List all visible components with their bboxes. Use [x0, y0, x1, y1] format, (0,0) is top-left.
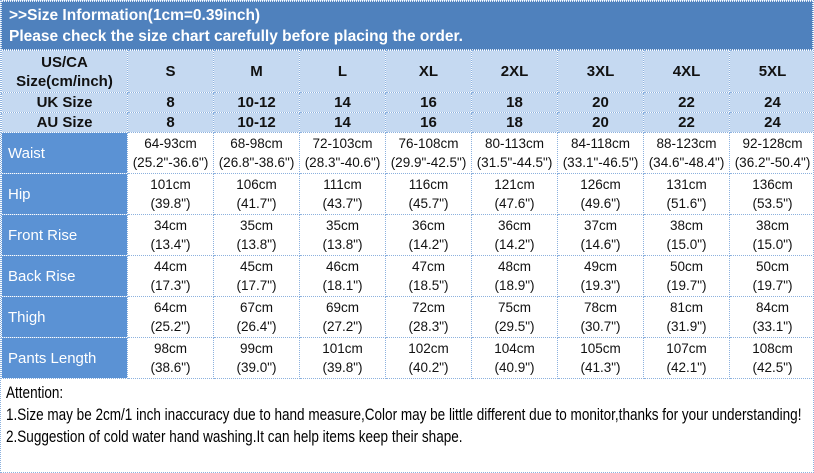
measurement-cm: 37cm	[583, 218, 617, 233]
measurement-cell	[644, 133, 730, 174]
measurement-inch: (14.6")	[580, 237, 621, 252]
measurement-cm: 136cm	[752, 177, 793, 192]
measurement-cm: 36cm	[497, 218, 531, 233]
measurement-cm: 47cm	[411, 259, 445, 274]
size-value-cell: 10-12	[214, 113, 300, 133]
measurement-cell	[644, 256, 730, 297]
size-column-header: 2XL	[472, 51, 558, 93]
measurement-cm: 49cm	[583, 259, 617, 274]
measurement-cell	[300, 133, 386, 174]
measurement-inch: (14.2")	[408, 237, 449, 252]
table-header-row	[2, 51, 814, 93]
measurement-inch: (29.5")	[494, 319, 535, 334]
row-label: Thigh	[2, 297, 128, 338]
measurement-cell	[128, 215, 214, 256]
measurement-inch: (39.8")	[322, 360, 363, 375]
measurement-cell	[472, 215, 558, 256]
measurement-inch: (26.4")	[236, 319, 277, 334]
size-value-cell: 8	[128, 113, 214, 133]
table-row	[2, 93, 814, 113]
measurement-cell	[214, 215, 300, 256]
measurement-cell	[214, 256, 300, 297]
measurement-cell	[644, 215, 730, 256]
row-label: AU Size	[2, 113, 128, 133]
row-label: Back Rise	[2, 256, 128, 297]
measurement-inch: (17.7")	[236, 278, 277, 293]
measurement-cm: 92-128cm	[742, 136, 803, 151]
measurement-cm: 80-113cm	[484, 136, 545, 151]
measurement-cm: 38cm	[669, 218, 703, 233]
measurement-cell	[300, 174, 386, 215]
size-value-cell: 22	[644, 93, 730, 113]
measurement-inch: (18.1")	[322, 278, 363, 293]
measurement-cm: 106cm	[236, 177, 277, 192]
measurement-inch: (17.3")	[150, 278, 191, 293]
measurement-cm: 108cm	[752, 341, 793, 356]
size-value-cell: 14	[300, 93, 386, 113]
row-label: Front Rise	[2, 215, 128, 256]
measurement-cell	[300, 215, 386, 256]
measurement-cm: 107cm	[666, 341, 707, 356]
table-row	[2, 256, 814, 297]
measurement-cm: 116cm	[408, 177, 449, 192]
measurement-inch: (13.8")	[236, 237, 277, 252]
row-label: Waist	[2, 133, 128, 174]
measurement-cm: 98cm	[153, 341, 187, 356]
size-column-header: 5XL	[730, 51, 814, 93]
measurement-cell	[386, 256, 472, 297]
size-value-cell: 8	[128, 93, 214, 113]
measurement-cm: 99cm	[239, 341, 273, 356]
table-row	[2, 338, 814, 379]
measurement-cell	[558, 297, 644, 338]
measurement-cm: 84cm	[755, 300, 789, 315]
measurement-inch: (33.1")	[752, 319, 793, 334]
size-column-header: 3XL	[558, 51, 644, 93]
size-column-header: L	[300, 51, 386, 93]
measurement-cell	[386, 174, 472, 215]
attention-note-1: 1.Size may be 2cm/1 inch inaccuracy due to hand measure,Color may be little different due to monitor,thanks for your understanding!	[6, 406, 802, 424]
measurement-cm: 126cm	[580, 177, 621, 192]
measurement-cell	[730, 297, 814, 338]
measurement-inch: (41.7")	[236, 196, 277, 211]
measurement-inch: (15.0")	[666, 237, 707, 252]
measurement-inch: (42.5")	[752, 360, 793, 375]
measurement-cell	[300, 297, 386, 338]
measurement-cell	[214, 338, 300, 379]
measurement-inch: (40.2")	[408, 360, 449, 375]
measurement-inch: (31.5"-44.5")	[476, 155, 553, 170]
measurement-inch: (28.3"-40.6")	[304, 155, 381, 170]
measurement-cm: 102cm	[408, 341, 449, 356]
measurement-cell	[128, 256, 214, 297]
measurement-cell	[644, 297, 730, 338]
measurement-cell	[730, 338, 814, 379]
size-column-header: 4XL	[644, 51, 730, 93]
measurement-cm: 44cm	[153, 259, 187, 274]
measurement-cell	[730, 256, 814, 297]
measurement-cm: 72-103cm	[312, 136, 373, 151]
measurement-cell	[558, 133, 644, 174]
size-column-header: M	[214, 51, 300, 93]
measurement-cm: 105cm	[580, 341, 621, 356]
measurement-inch: (41.3")	[580, 360, 621, 375]
measurement-inch: (31.9")	[666, 319, 707, 334]
measurement-cell	[472, 133, 558, 174]
measurement-cm: 36cm	[411, 218, 445, 233]
measurement-cell	[644, 174, 730, 215]
measurement-cell	[558, 215, 644, 256]
size-value-cell: 20	[558, 113, 644, 133]
measurement-inch: (39.8")	[150, 196, 191, 211]
measurement-cm: 50cm	[755, 259, 789, 274]
measurement-inch: (27.2")	[322, 319, 363, 334]
measurement-cell	[214, 133, 300, 174]
measurement-inch: (25.2"-36.6")	[132, 155, 209, 170]
measurement-inch: (28.3")	[408, 319, 449, 334]
measurement-inch: (19.7")	[666, 278, 707, 293]
size-value-cell: 14	[300, 113, 386, 133]
attention-section	[1, 379, 813, 472]
measurement-cm: 45cm	[239, 259, 273, 274]
measurement-cm: 38cm	[755, 218, 789, 233]
measurement-cell	[128, 174, 214, 215]
measurement-cell	[730, 133, 814, 174]
size-table	[1, 50, 814, 379]
table-row	[2, 297, 814, 338]
measurement-cm: 64cm	[153, 300, 187, 315]
measurement-cell	[386, 338, 472, 379]
banner	[1, 1, 813, 50]
size-value-cell: 18	[472, 93, 558, 113]
measurement-inch: (42.1")	[666, 360, 707, 375]
measurement-cm: 111cm	[323, 177, 362, 192]
measurement-inch: (51.6")	[666, 196, 707, 211]
size-column-header: S	[128, 51, 214, 93]
measurement-cell	[730, 174, 814, 215]
measurement-inch: (36.2"-50.4")	[734, 155, 811, 170]
banner-subtitle: Please check the size chart carefully before placing the order.	[9, 28, 463, 45]
measurement-cell	[300, 256, 386, 297]
measurement-cell	[472, 297, 558, 338]
measurement-cm: 46cm	[325, 259, 359, 274]
table-row	[2, 113, 814, 133]
measurement-cm: 75cm	[497, 300, 531, 315]
measurement-cell	[472, 174, 558, 215]
size-value-cell: 20	[558, 93, 644, 113]
measurement-cell	[386, 133, 472, 174]
row-label: UK Size	[2, 93, 128, 113]
table-row	[2, 215, 814, 256]
measurement-cell	[300, 338, 386, 379]
row-label: Hip	[2, 174, 128, 215]
measurement-inch: (53.5")	[752, 196, 793, 211]
size-value-cell: 16	[386, 93, 472, 113]
measurement-inch: (30.7")	[580, 319, 621, 334]
banner-title: >>Size Information(1cm=0.39inch)	[9, 7, 261, 24]
measurement-cm: 35cm	[325, 218, 359, 233]
measurement-cm: 50cm	[669, 259, 703, 274]
measurement-cm: 101cm	[322, 341, 363, 356]
row-label: Pants Length	[2, 338, 128, 379]
measurement-cm: 34cm	[153, 218, 187, 233]
measurement-cell	[558, 174, 644, 215]
measurement-cm: 88-123cm	[656, 136, 717, 151]
corner-header: US/CA Size(cm/inch)	[2, 51, 128, 93]
size-value-cell: 24	[730, 93, 814, 113]
size-value-cell: 24	[730, 113, 814, 133]
measurement-cell	[128, 133, 214, 174]
measurement-cell	[386, 215, 472, 256]
measurement-cm: 68-98cm	[230, 136, 283, 151]
measurement-cell	[128, 338, 214, 379]
size-value-cell: 22	[644, 113, 730, 133]
measurement-inch: (26.8"-38.6")	[218, 155, 295, 170]
measurement-inch: (13.8")	[322, 237, 363, 252]
measurement-cell	[558, 256, 644, 297]
measurement-cm: 72cm	[411, 300, 445, 315]
measurement-inch: (15.0")	[752, 237, 793, 252]
measurement-cell	[214, 174, 300, 215]
measurement-inch: (19.3")	[580, 278, 621, 293]
measurement-inch: (47.6")	[494, 196, 535, 211]
measurement-inch: (43.7")	[322, 196, 363, 211]
measurement-cell	[730, 215, 814, 256]
attention-title: Attention:	[6, 384, 64, 402]
measurement-cell	[472, 256, 558, 297]
measurement-cm: 81cm	[669, 300, 703, 315]
table-row	[2, 133, 814, 174]
measurement-inch: (19.7")	[752, 278, 793, 293]
size-column-header: XL	[386, 51, 472, 93]
attention-note-2: 2.Suggestion of cold water hand washing.It can help items keep their shape.	[6, 428, 463, 446]
measurement-cm: 76-108cm	[398, 136, 459, 151]
measurement-inch: (38.6")	[150, 360, 191, 375]
measurement-inch: (29.9"-42.5")	[390, 155, 467, 170]
measurement-inch: (45.7")	[408, 196, 449, 211]
measurement-cm: 35cm	[239, 218, 273, 233]
measurement-inch: (13.4")	[150, 237, 191, 252]
measurement-inch: (18.9")	[494, 278, 535, 293]
measurement-inch: (33.1"-46.5")	[562, 155, 639, 170]
measurement-cm: 69cm	[325, 300, 359, 315]
measurement-inch: (14.2")	[494, 237, 535, 252]
measurement-cm: 84-118cm	[570, 136, 631, 151]
measurement-cm: 104cm	[494, 341, 535, 356]
measurement-cell	[214, 297, 300, 338]
measurement-inch: (40.9")	[494, 360, 535, 375]
measurement-cell	[386, 297, 472, 338]
measurement-cm: 101cm	[150, 177, 191, 192]
size-value-cell: 16	[386, 113, 472, 133]
measurement-inch: (25.2")	[150, 319, 191, 334]
measurement-cm: 131cm	[666, 177, 707, 192]
size-value-cell: 10-12	[214, 93, 300, 113]
table-row	[2, 174, 814, 215]
measurement-cm: 121cm	[494, 177, 535, 192]
measurement-cell	[644, 338, 730, 379]
measurement-cm: 78cm	[583, 300, 617, 315]
size-value-cell: 18	[472, 113, 558, 133]
measurement-cm: 67cm	[239, 300, 273, 315]
measurement-cell	[558, 338, 644, 379]
measurement-inch: (34.6"-48.4")	[648, 155, 725, 170]
measurement-cell	[472, 338, 558, 379]
measurement-inch: (18.5")	[408, 278, 449, 293]
measurement-inch: (39.0")	[236, 360, 277, 375]
measurement-cm: 64-93cm	[144, 136, 197, 151]
measurement-cm: 48cm	[497, 259, 531, 274]
measurement-inch: (49.6")	[580, 196, 621, 211]
measurement-cell	[128, 297, 214, 338]
